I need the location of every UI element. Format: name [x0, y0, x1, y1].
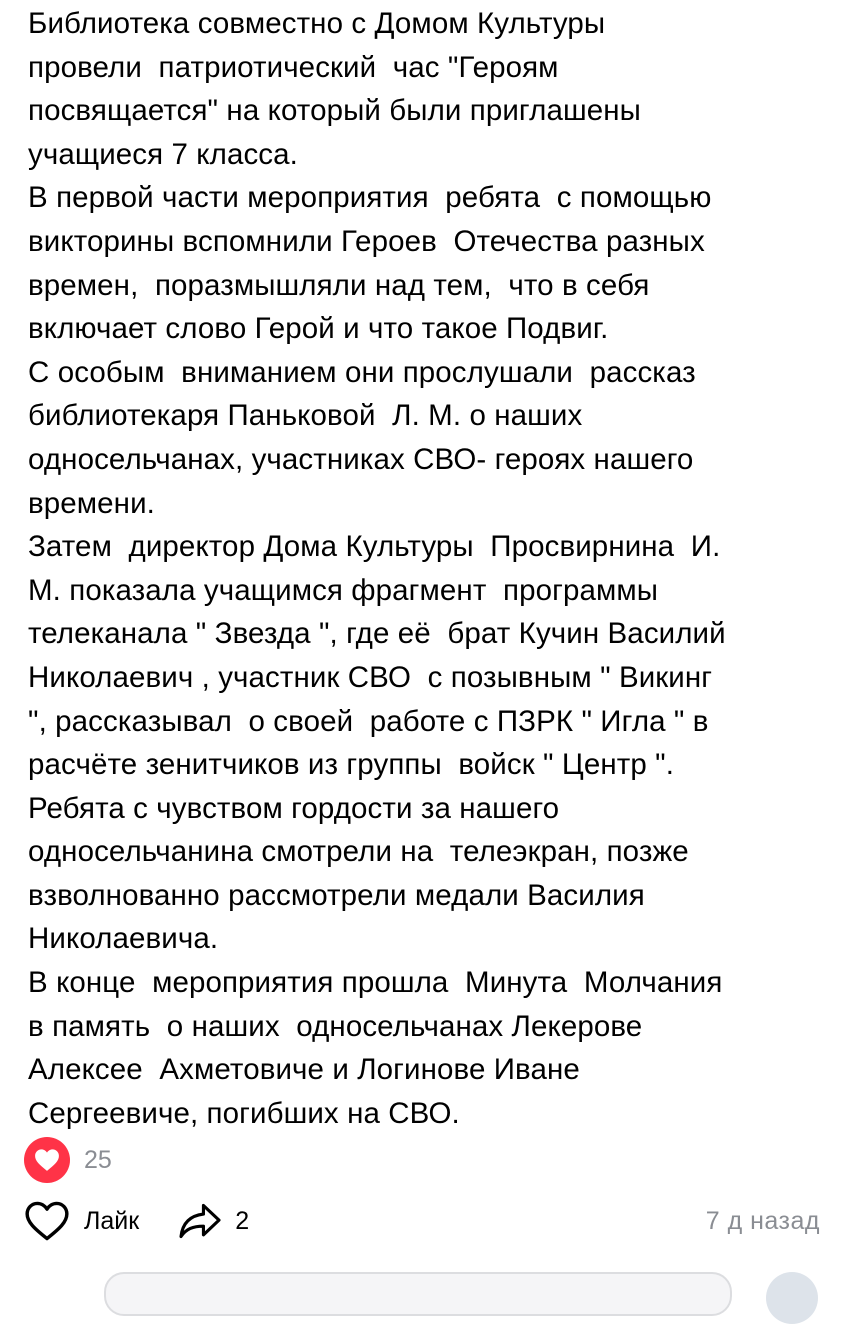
post-text-line: односельчанина смотрели на телеэкран, позже — [28, 835, 689, 869]
share-arrow-icon — [177, 1202, 223, 1240]
post-text-line: посвящается" на который были приглашены — [28, 94, 641, 128]
like-button[interactable] — [24, 1200, 139, 1242]
reaction-count: 25 — [84, 1145, 112, 1174]
post-text-line: библиотекаря Паньковой Л. М. о наших — [28, 399, 583, 433]
post-text-line: включает слово Герой и что такое Подвиг. — [28, 312, 609, 346]
post-text-line: расчёте зенитчиков из группы войск " Центр ". — [28, 748, 675, 782]
post-text-line: односельчанах, участниках СВО- героях нашего — [28, 442, 694, 476]
post-text-line: М. показала учащимся фрагмент программы — [28, 573, 659, 607]
post-text-line: Алексее Ахметовиче и Логинове Иване — [28, 1053, 580, 1087]
post-text-line: Библиотека совместно с Домом Культуры — [28, 7, 606, 40]
post-text-line: викторины вспомнили Героев Отечества разных — [28, 224, 705, 258]
post-text-line: в память о наших односельчанах Лекерове — [28, 1009, 643, 1043]
post-text-line: Ребята с чувством гордости за нашего — [28, 791, 560, 825]
comment-input[interactable] — [104, 1272, 732, 1316]
post-text-line: С особым вниманием они прослушали рассказ — [28, 355, 696, 389]
share-button[interactable] — [177, 1202, 249, 1240]
heart-reaction-badge[interactable] — [24, 1137, 70, 1183]
post-text-line: телеканала " Звезда ", где её брат Кучин Василий — [28, 617, 726, 651]
reactions-summary[interactable] — [24, 1137, 112, 1183]
post-text-line: Сергеевиче, погибших на СВО. — [28, 1096, 460, 1130]
post-text-line: В конце мероприятия прошла Минута Молчания — [28, 966, 723, 1000]
post-text-line: Николаевич , участник СВО с позывным " Викинг — [28, 660, 713, 694]
post-text-line: провели патриотический час "Героям — [28, 50, 559, 84]
post-text-line: Затем директор Дома Культуры Просвирнина И. — [28, 530, 721, 564]
post-text-line: времени. — [28, 486, 155, 520]
like-label[interactable]: Лайк — [84, 1206, 140, 1235]
post-text — [28, 2, 828, 1135]
post-text-line: В первой части мероприятия ребята с помощью — [28, 181, 712, 215]
post-text-line: взволнованно рассмотрели медали Василия — [28, 878, 645, 912]
post-text-line: времен, поразмышляли над тем, что в себя — [28, 268, 650, 302]
post-text-line: учащиеся 7 класса. — [28, 137, 298, 171]
post-text-line: Николаевича. — [28, 922, 219, 956]
post-actions — [24, 1198, 820, 1244]
share-count: 2 — [235, 1206, 250, 1235]
post-text-line: ", рассказывал о своей работе с ПЗРК " Игла " в — [28, 704, 709, 738]
heart-outline-icon — [24, 1200, 70, 1242]
heart-icon — [34, 1148, 60, 1172]
post-timestamp: 7 д назад — [705, 1206, 820, 1235]
